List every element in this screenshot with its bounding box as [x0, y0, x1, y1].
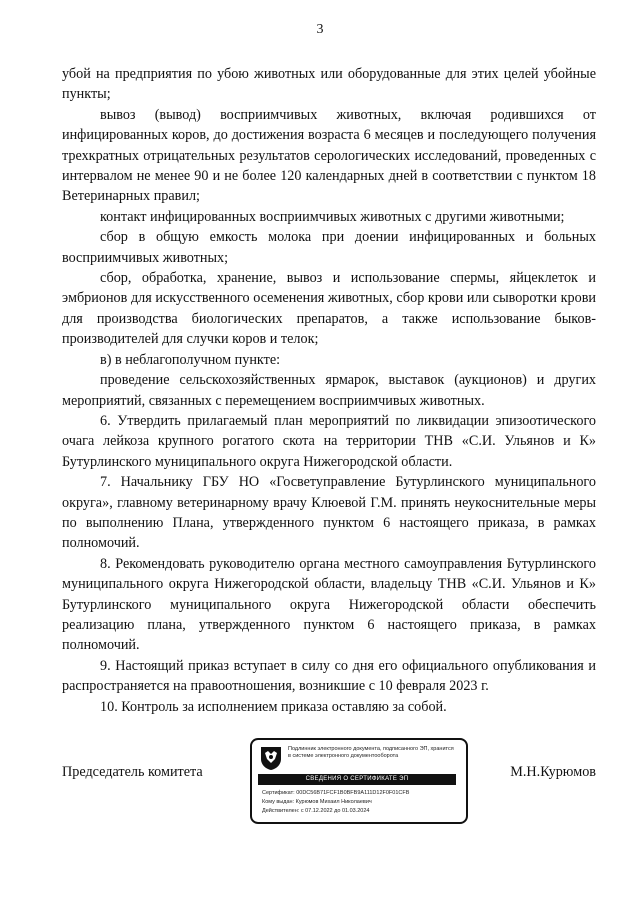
paragraph: сбор в общую емкость молока при доении инфицированных и больных восприимчивых животных; — [62, 229, 596, 266]
electronic-signature-stamp — [250, 738, 468, 824]
paragraph-item-10: 10. Контроль за исполнением приказа оставляю за собой. — [100, 698, 447, 715]
paragraph: сбор, обработка, хранение, вывоз и использование спермы, яйцеклеток и эмбрионов для искусственного осеменения животных, сбор крови или сыворотки крови для производства биологических препаратов, а также использование быков-производителей для случки коров и телок; — [62, 270, 596, 348]
paragraph-item-8: 8. Рекомендовать руководителю органа местного самоуправления Бутурлинского муниципального округа Нижегородской области, владельцу ТНВ «С.И. Ульянов и К» Бутурлинского муниципального округа Нижегородской области обеспечить реализацию плана, утвержденного пунктом 6 настоящего приказа, в рамках полномочий. — [62, 555, 596, 654]
paragraph-item-6: 6. Утвердить прилагаемый план мероприятий по ликвидации эпизоотического очага лейкоза крупного рогатого скота на территории ТНВ «С.И. Ульянов и К» Бутурлинского муниципального округа Нижегородской области. — [62, 412, 596, 470]
signatory-name: М.Н.Курюмов — [510, 764, 596, 780]
stamp-validity: Действителен: с 07.12.2022 до 01.03.2024 — [262, 808, 370, 814]
paragraph-item-9: 9. Настоящий приказ вступает в силу со дня его официального опубликования и распространяется на правоотношения, возникшие с 10 февраля 2023 г. — [62, 657, 596, 695]
paragraph: вывоз (вывод) восприимчивых животных, включая родившихся от инфицированных коров, до достижения возраста 6 месяцев и последующего получения трехкратных отрицательных результатов серологических исследований, проведенных с интервалом не менее 90 и не более 120 календарных дней в соответствии с пунктом 18 Ветеринарных правил; — [62, 106, 596, 205]
stamp-note: Подлинник электронного документа, подписанного ЭП, хранится в системе электронного документооборота — [288, 746, 454, 759]
paragraph: убой на предприятия по убою животных или оборудованные для этих целей убойные пункты; — [62, 66, 596, 103]
paragraph: в) в неблагополучном пункте: — [100, 351, 281, 368]
paragraph: проведение сельскохозяйственных ярмарок, выставок (аукционов) и других мероприятий, связанных с перемещением восприимчивых животных. — [62, 372, 596, 409]
paragraph: контакт инфицированных восприимчивых животных с другими животными; — [100, 208, 565, 225]
coat-of-arms-icon — [259, 745, 283, 771]
stamp-certificate: Сертификат: 00DC56B71FCF1B0BFB9A111D12F0F01CFB — [262, 790, 410, 796]
document-body — [62, 64, 596, 717]
stamp-owner: Кому выдан: Курюмов Михаил Николаевич — [262, 799, 372, 805]
page-number: 3 — [316, 22, 324, 37]
stamp-title: СВЕДЕНИЯ О СЕРТИФИКАТЕ ЭП — [258, 774, 456, 785]
paragraph-item-7: 7. Начальнику ГБУ НО «Госветуправление Бутурлинского муниципального округа», главному ветеринарному врачу Клюевой Г.М. принять неукоснительные меры по выполнению Плана, утвержденного пунктом 6 настоящего приказа, в рамках полномочий. — [62, 474, 596, 552]
signatory-position: Председатель комитета — [62, 764, 203, 780]
